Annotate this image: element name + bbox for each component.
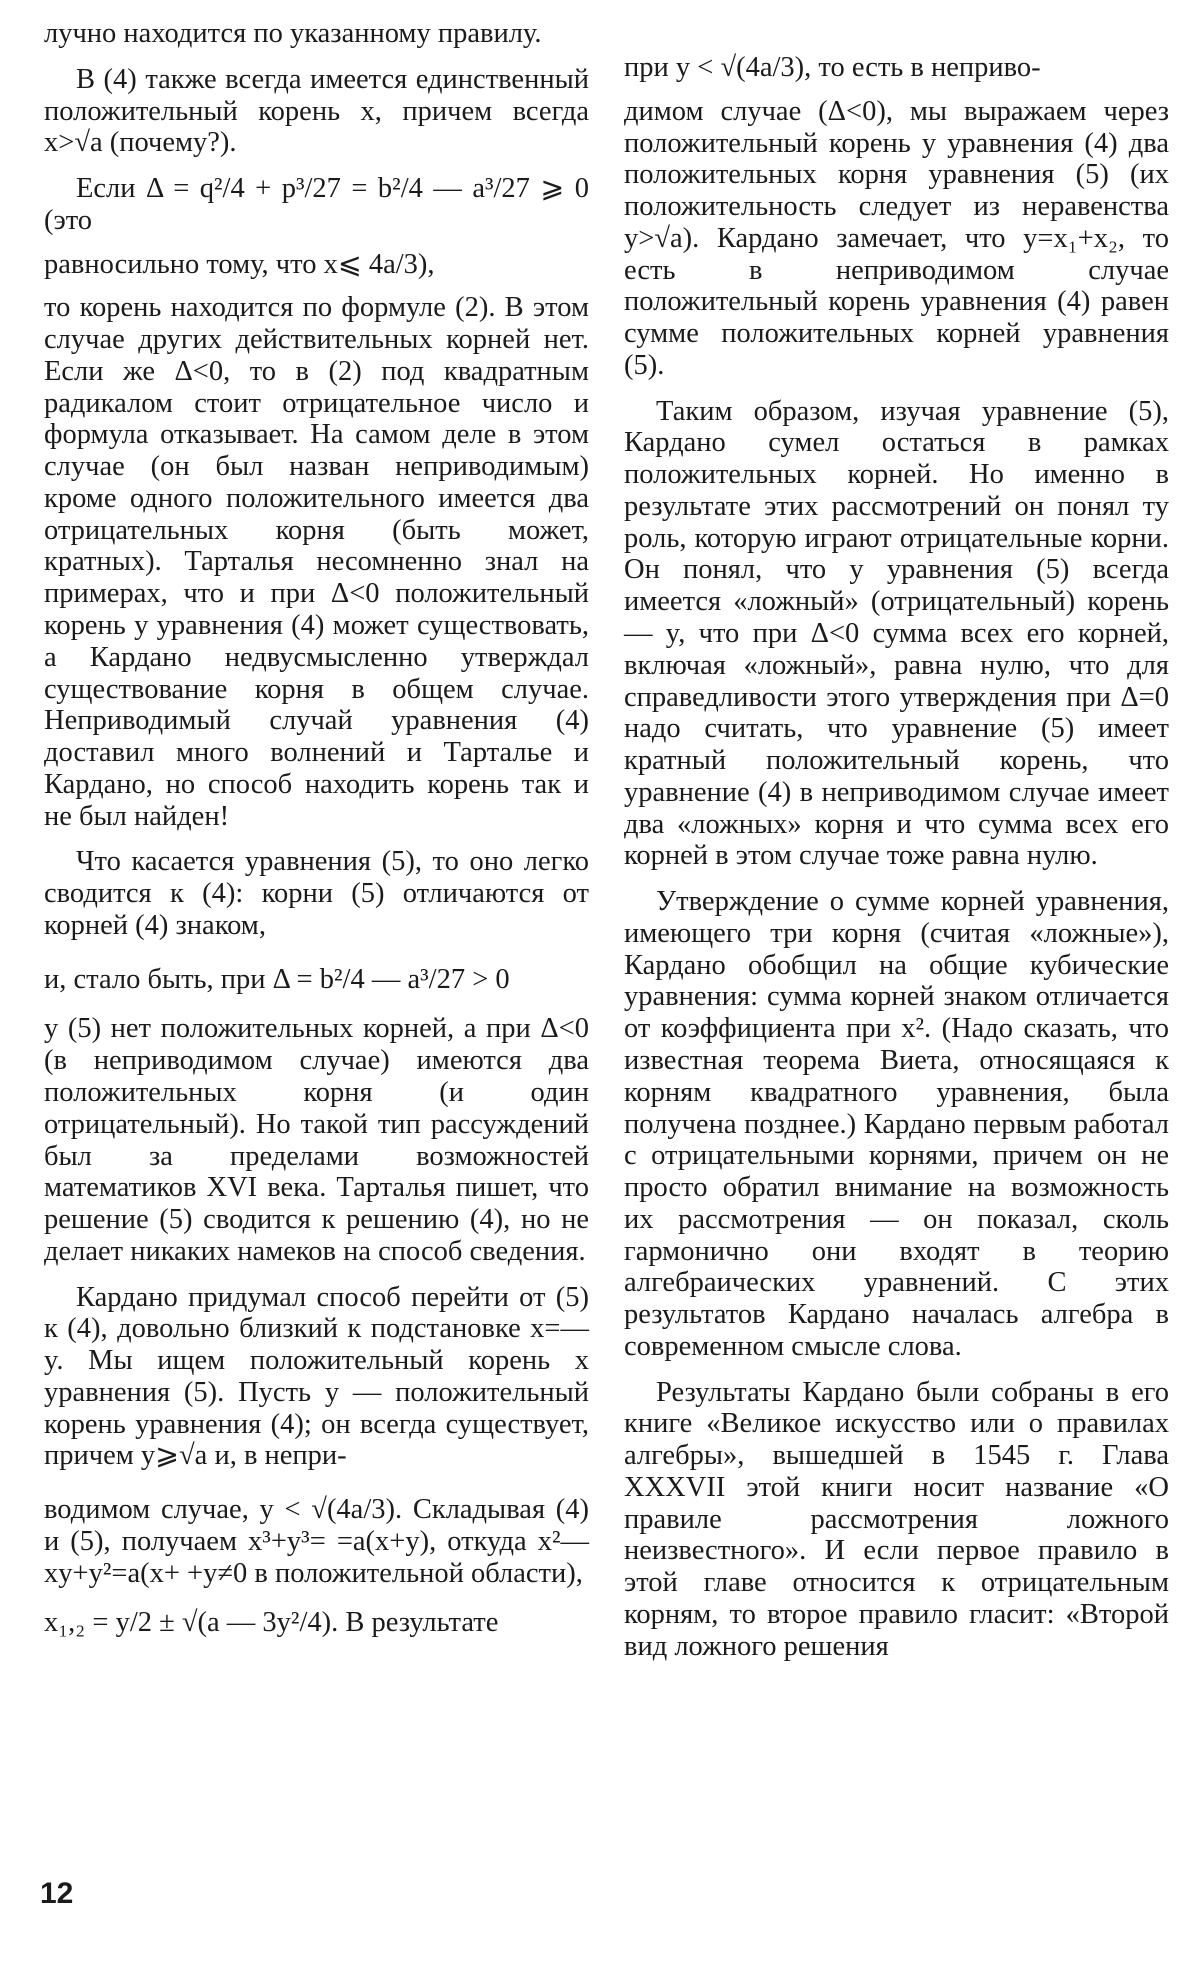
left-column — [44, 18, 589, 1651]
formula-line: x₁,₂ = y/2 ± √(a — 3y²/4). В результате — [44, 1607, 499, 1639]
paragraph: Кардано придумал способ перейти от (5) к (4), довольно близкий к подстановке x=—y. Мы ищем положительный корень x уравнения (5). Пусть y — положительный корень уравнения (4); он всегда существует, причем y⩾√a и, в непри- — [44, 1281, 589, 1472]
page-number: 12 — [40, 1877, 74, 1910]
paragraph: Результаты Кардано были собраны в его книге «Великое искусство или о правилах алгебры», вышедшей в 1545 г. Глава XXXVII этой книги носит название «О правиле рассмотрения ложного неизвестного». И если первое правило в этой главе относится к отрицательным корням, то второе правило гласит: «Второй вид ложного решения — [624, 1376, 1169, 1662]
paragraph: лучно находится по указанному правилу. — [44, 18, 542, 49]
paragraph: В (4) также всегда имеется единственный положительный корень x, причем всегда x>√a (почему?). — [44, 63, 589, 159]
formula-line: равносильно тому, что x⩽ 4a/3), — [44, 248, 435, 280]
paragraph: Что касается уравнения (5), то оно легко сводится к (4): корни (5) отличаются от корней (4) знаком, — [44, 846, 589, 941]
paragraph: у (5) нет положительных корней, а при Δ<0 (в неприводимом случае) имеются два положительных корня (и один отрицательный). Но такой тип рассуждений был за пределами возможностей математиков XVI века. Тарталья пишет, что решение (5) сводится к решению (4), но не делает никаких намеков на способ сведения. — [44, 1013, 589, 1267]
formula-line: водимом случае, y < √(4a/3). Складывая (4) и (5), получаем x³+y³= =a(x+y), откуда x²—xy+y²=a(x+ +y≠0 в положительной области), — [44, 1494, 589, 1589]
formula-line: при y < √(4a/3), то есть в неприво- — [624, 52, 1041, 83]
right-column — [624, 40, 1169, 1677]
paragraph: димом случае (Δ<0), мы выражаем через положительный корень y уравнения (4) два положительных корня уравнения (5) (их положительность следует из неравенства y>√a). Кардано замечает, что y=x₁+x₂, то есть в неприводимом случае положительный корень уравнения (4) равен сумме положительных корней уравнения (5). — [624, 95, 1169, 381]
paragraph: то корень находится по формуле (2). В этом случае других действительных корней нет. Если же Δ<0, то в (2) под квадратным радикалом стоит отрицательное число и формула отказывает. На самом деле в этом случае (он был назван неприводимым) кроме одного положительного имеется два отрицательных корня (быть может, кратных). Тарталья несомненно знал на примерах, что и при Δ<0 положительный корень у уравнения (4) может существовать, а Кардано недвусмысленно утверждал существование корня в общем случае. Неприводимый случай уравнения (4) доставил много волнений и Тарталье и Кардано, но способ находить корень так и не был найден! — [44, 292, 589, 832]
formula-line: Если Δ = q²/4 + p³/27 = b²/4 — a³/27 ⩾ 0 (это — [44, 173, 589, 236]
paragraph: Утверждение о сумме корней уравнения, имеющего три корня (считая «ложные»), Кардано обобщил на общие кубические уравнения: сумма корней знаком отличается от коэффициента при x². (Надо сказать, что известная теорема Виета, относящаяся к корням квадратного уравнения, была получена позднее.) Кардано первым работал с отрицательными корнями, причем он не просто обратил внимание на возможность их рассмотрения — он показал, сколь гармонично они входят в теорию алгебраических уравнений. С этих результатов Кардано началась алгебра в современном смысле слова. — [624, 886, 1169, 1362]
formula-line: и, стало быть, при Δ = b²/4 — a³/27 > 0 — [44, 963, 510, 995]
paragraph: Таким образом, изучая уравнение (5), Кардано сумел остаться в рамках положительных корней. Но именно в результате этих рассмотрений он понял ту роль, которую играют отрицательные корни. Он понял, что у уравнения (5) всегда имеется «ложный» (отрицательный) корень — y, что при Δ<0 сумма всех его корней, включая «ложный», равна нулю, что для справедливости этого утверждения при Δ=0 надо считать, что уравнение (5) имеет кратный положительный корень, что уравнение (4) в неприводимом случае имеет два «ложных» корня и что сумма всех его корней в этом случае тоже равна нулю. — [624, 395, 1169, 872]
